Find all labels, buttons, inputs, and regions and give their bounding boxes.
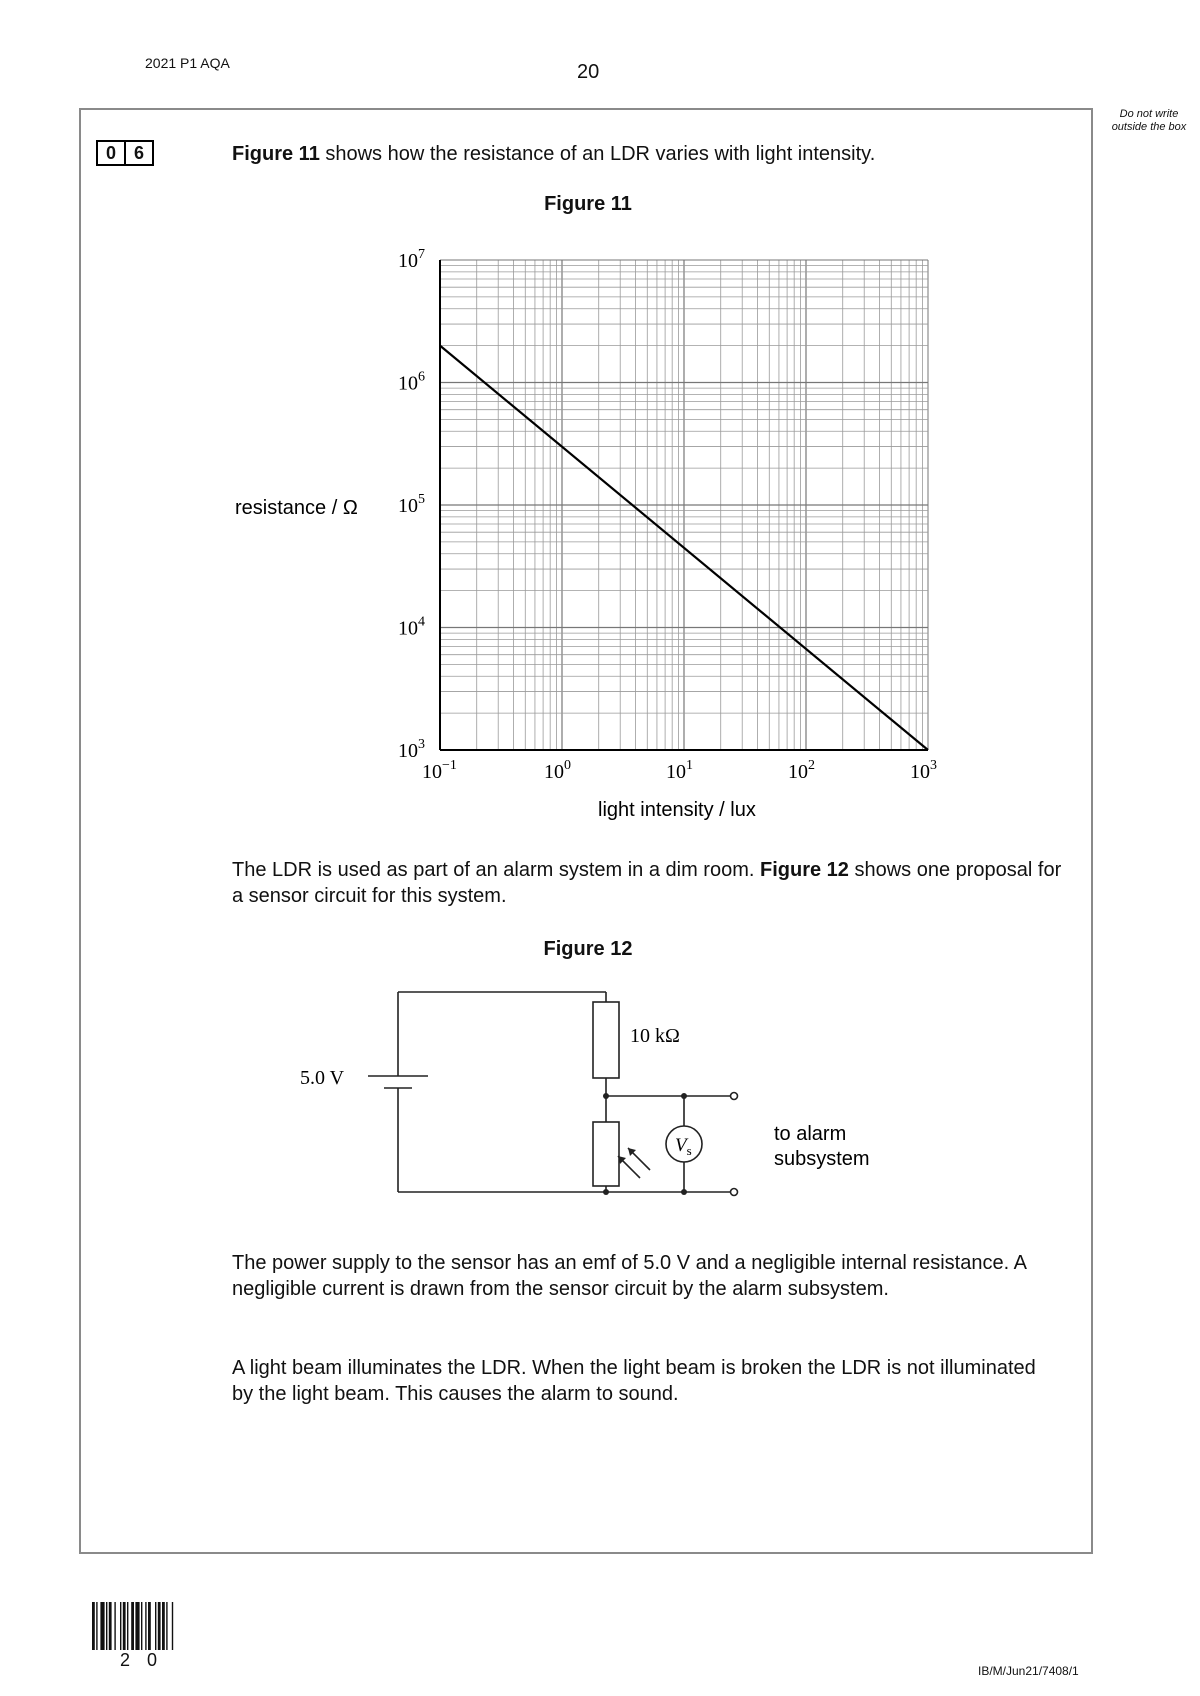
barcode-bar — [162, 1602, 165, 1650]
resistor-10k — [593, 1002, 619, 1078]
x-tick-label: $10^0$ — [544, 758, 571, 783]
supply-label: 5.0 V — [300, 1067, 345, 1089]
paragraph-2: The power supply to the sensor has an emf of 5.0 V and a negligible internal resistance. A negligible current is drawn from the sensor circuit by the alarm subsystem. — [232, 1252, 1026, 1300]
y-tick-label: $10^3$ — [398, 737, 425, 762]
x-tick-label: $10^{-1}$ — [422, 758, 457, 783]
chart-ticks — [398, 247, 937, 783]
y-tick-label: $10^7$ — [398, 247, 425, 272]
question-number — [96, 140, 154, 166]
voltmeter-label — [675, 1135, 692, 1158]
barcode-icon — [92, 1602, 202, 1654]
ldr — [593, 1122, 619, 1186]
figure-ref: Figure 12 — [759, 859, 849, 881]
y-tick-label: $10^6$ — [398, 369, 425, 395]
barcode-bar — [158, 1602, 161, 1650]
output-terminal — [731, 1189, 738, 1196]
barcode-bar — [123, 1602, 126, 1650]
figure11-title: Figure 11 — [544, 193, 632, 215]
paragraph-1-text-end: shows one proposal for a sensor circuit for this system. — [232, 859, 1062, 907]
question-digit: 6 — [124, 140, 154, 166]
y-tick-label: $10^4$ — [398, 614, 425, 640]
barcode-bar — [120, 1602, 121, 1650]
output-label: subsystem — [774, 1148, 870, 1170]
barcode-bar — [155, 1602, 156, 1650]
paragraph-1 — [232, 857, 1062, 909]
paragraph-1-text: The LDR is used as part of an alarm system in a dim room. — [232, 859, 760, 881]
output-terminal — [731, 1093, 738, 1100]
header-left: 2021 P1 AQA — [145, 55, 230, 71]
paragraph-3: A light beam illuminates the LDR. When the light beam is broken the LDR is not illuminated by the light beam. This causes the alarm to sound. — [232, 1357, 1036, 1405]
barcode-bar — [148, 1602, 151, 1650]
x-tick-label: $10^1$ — [666, 758, 693, 783]
output-label: to alarm — [774, 1123, 847, 1145]
figure12-title: Figure 12 — [543, 938, 633, 960]
barcode-bar — [96, 1602, 97, 1650]
y-axis-label: resistance / Ω — [235, 497, 358, 519]
resistor-label: 10 kΩ — [630, 1025, 680, 1047]
figure12-circuit — [290, 980, 930, 1220]
barcode-bar — [172, 1602, 173, 1650]
question-digit: 0 — [96, 140, 126, 166]
voltmeter-subscript: s — [686, 1143, 692, 1158]
barcode-bar — [141, 1602, 142, 1650]
junction-dot — [681, 1189, 687, 1195]
margin-note: Do not write outside the box — [1111, 108, 1187, 133]
footer-code: IB/M/Jun21/7408/1 — [978, 1664, 1079, 1678]
figure-ref: Figure 11 — [232, 143, 320, 165]
barcode-bar — [145, 1602, 146, 1650]
page-number: 20 — [577, 61, 600, 83]
y-tick-label: $10^5$ — [398, 492, 425, 517]
junction-dot — [603, 1189, 609, 1195]
question-intro — [232, 141, 1062, 167]
junction-dot — [681, 1093, 687, 1099]
barcode-bar — [109, 1602, 112, 1650]
x-axis-label: light intensity / lux — [598, 799, 756, 821]
barcode-bar — [166, 1602, 167, 1650]
barcode-bar — [114, 1602, 115, 1650]
intro-text: shows how the resistance of an LDR varies with light intensity. — [319, 143, 876, 165]
voltmeter-symbol: V — [675, 1135, 687, 1156]
barcode-bar — [106, 1602, 107, 1650]
barcode-bar — [127, 1602, 128, 1650]
figure11-chart — [220, 245, 980, 825]
chart-grid — [440, 260, 928, 750]
junction-dot — [603, 1093, 609, 1099]
barcode-number: 2 0 — [120, 1650, 164, 1670]
barcode-bar — [135, 1602, 139, 1650]
barcode-bar — [131, 1602, 134, 1650]
x-tick-label: $10^2$ — [788, 758, 815, 783]
x-tick-label: $10^3$ — [910, 758, 937, 783]
barcode-bar — [92, 1602, 95, 1650]
barcode-bar — [100, 1602, 104, 1650]
